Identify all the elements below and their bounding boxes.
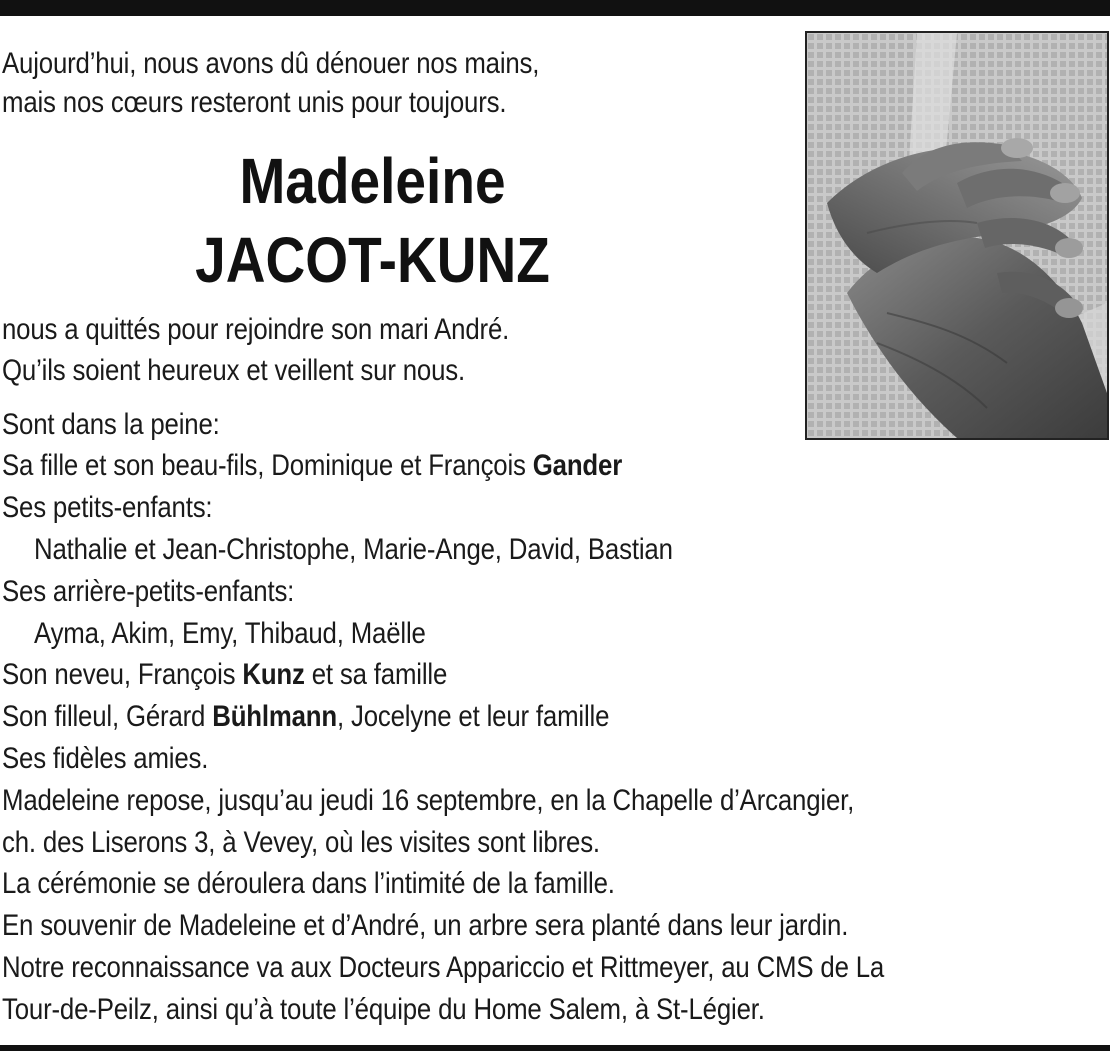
intro-line-1: Aujourd’hui, nous avons dû dénouer nos mains,	[2, 47, 540, 80]
daughter-text: Sa fille et son beau-fils, Dominique et François	[2, 449, 533, 482]
clasped-hands-photo	[805, 31, 1109, 440]
daughter-surname: Gander	[532, 449, 623, 482]
nephew-after: et sa famille	[304, 658, 448, 691]
rest-line-2: ch. des Liserons 3, à Vevey, où les visites sont libres.	[2, 826, 600, 859]
thanks-line-1: Notre reconnaissance va aux Docteurs Appariccio et Rittmeyer, au CMS de La	[2, 951, 885, 984]
nephew-surname: Kunz	[242, 658, 305, 691]
family-friends: Ses fidèles amies.	[2, 742, 209, 775]
thanks-line-2: Tour-de-Peilz, ainsi qu’à toute l’équipe du Home Salem, à St-Légier.	[2, 993, 765, 1026]
top-rule	[0, 0, 1110, 16]
family-godson	[2, 698, 609, 736]
great-grandchildren-names: Ayma, Akim, Emy, Thibaud, Maëlle	[34, 617, 426, 650]
family-heading: Sont dans la peine:	[2, 408, 220, 441]
deceased-first-name: Madeleine	[239, 145, 506, 217]
grandchildren-names: Nathalie et Jean-Christophe, Marie-Ange, David, Bastian	[34, 533, 673, 566]
intro-line-2: mais nos cœurs resteront unis pour toujours.	[2, 86, 507, 119]
ceremony-line: La cérémonie se déroulera dans l’intimité de la famille.	[2, 867, 615, 900]
message-line-2: Qu’ils soient heureux et veillent sur nous.	[2, 354, 465, 387]
tree-line: En souvenir de Madeleine et d’André, un arbre sera planté dans leur jardin.	[2, 909, 849, 942]
great-grandchildren-label: Ses arrière-petits-enfants:	[2, 575, 295, 608]
rest-line-1: Madeleine repose, jusqu’au jeudi 16 septembre, en la Chapelle d’Arcangier,	[2, 784, 855, 817]
message-line-1: nous a quittés pour rejoindre son mari André.	[2, 313, 510, 346]
clasped-hands-icon	[807, 33, 1107, 438]
nephew-before: Son neveu, François	[2, 658, 243, 691]
godson-surname: Bühlmann	[212, 700, 337, 733]
godson-before: Son filleul, Gérard	[2, 700, 213, 733]
family-daughter	[2, 447, 622, 485]
family-nephew	[2, 656, 447, 694]
grandchildren-label: Ses petits-enfants:	[2, 491, 213, 524]
bottom-rule	[0, 1045, 1110, 1051]
deceased-last-name: JACOT-KUNZ	[195, 224, 550, 296]
godson-after: , Jocelyne et leur famille	[336, 700, 610, 733]
